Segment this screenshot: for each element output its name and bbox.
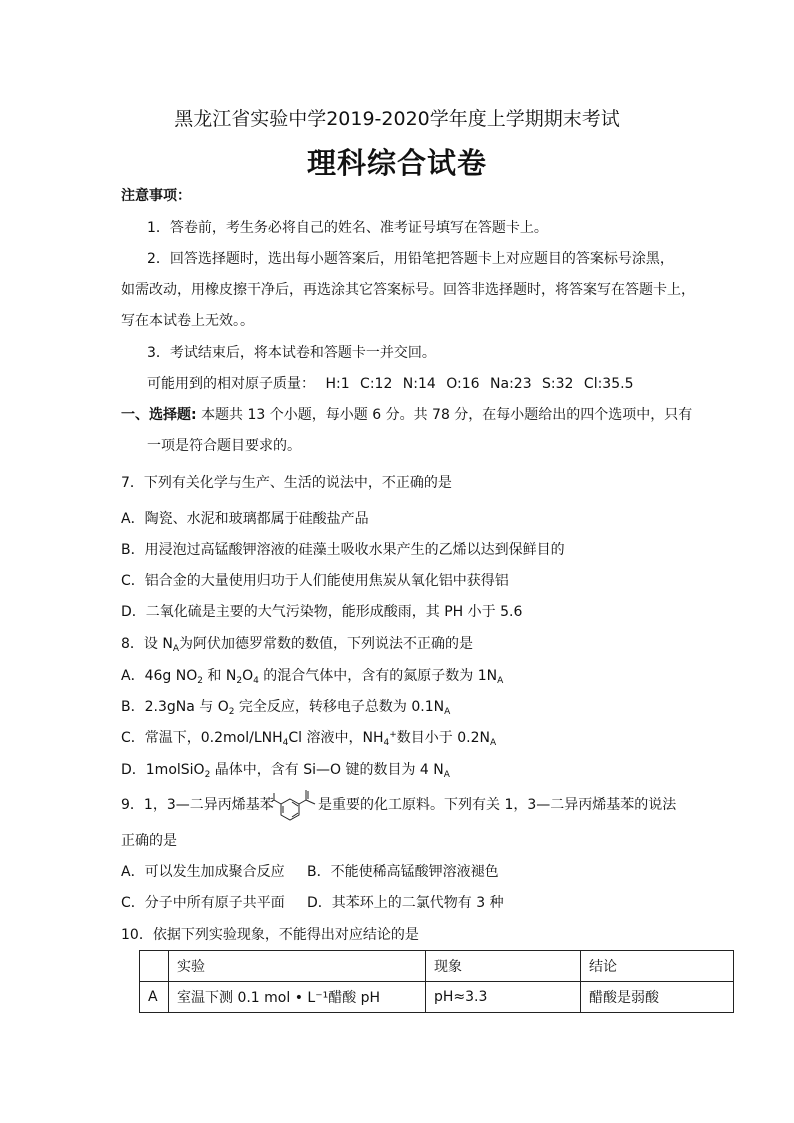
section-1-heading-line2: 一项是符合题目要求的。 (147, 438, 301, 454)
section-1-heading (121, 405, 692, 425)
experiment-table (139, 950, 734, 1013)
exam-subtitle: 理科综合试卷 (306, 146, 487, 180)
text: 的混合气体中，含有的氮原子数为 1N (258, 668, 498, 684)
table-row (140, 982, 734, 1013)
sub: 2 (204, 770, 211, 780)
substituent-bond (306, 800, 315, 804)
notice-item-2-line1: 2．回答选择题时，选出每小题答案后，用铅笔把答题卡上对应题目的答案标号涂黑， (147, 251, 674, 267)
structure-diagram (272, 784, 320, 826)
text: Cl 溶液中，NH (288, 730, 384, 746)
table-cell: 醋酸是弱酸 (581, 982, 734, 1013)
text: 完全反应，转移电子总数为 0.1N (234, 699, 445, 715)
table-header-cell (140, 951, 169, 982)
q10-stem: 10．依据下列实验现象，不能得出对应结论的是 (121, 927, 419, 943)
q9-option-d: D．其苯环上的二氯代物有 3 种 (307, 895, 504, 911)
text: 数目小于 0.2N (396, 730, 490, 746)
text: 晶体中，含有 Si—O 键的数目为 4 N (210, 762, 444, 778)
atomic-masses: 可能用到的相对原子质量： H:1 C:12 N:14 O:16 Na:23 S:32 Cl:35.5 (147, 376, 634, 392)
q9-stem-part2: 是重要的化工原料。下列有关 1，3—二异丙烯基苯的说法 (318, 797, 677, 813)
q7-option-b: B．用浸泡过高锰酸钾溶液的硅藻土吸收水果产生的乙烯以达到保鲜目的 (121, 542, 565, 558)
q8-option-b (121, 697, 450, 717)
sub: 4 (383, 738, 390, 748)
q9-option-c: C．分子中所有原子共平面 (121, 895, 285, 911)
substituent-bond (299, 800, 306, 804)
notice-heading: 注意事项： (121, 188, 191, 204)
table-header-row (140, 951, 734, 982)
table-cell: A (140, 982, 169, 1013)
q7-option-c: C．铝合金的大量使用归功于人们能使用焦炭从氧化铝中获得铝 (121, 573, 509, 589)
text: B．2.3gNa 与 O (121, 699, 229, 715)
q8-stem-sub: A (172, 644, 180, 654)
text: 和 N (202, 668, 237, 684)
q8-stem-part: 8．设 N (121, 636, 173, 652)
q7-option-d: D．二氧化硫是主要的大气污染物，能形成酸雨，其 PH 小于 5.6 (121, 604, 523, 620)
q8-option-d (121, 760, 450, 780)
text: A．46g NO (121, 668, 198, 684)
sub: 4 (253, 676, 259, 686)
notice-item-3: 3．考试结束后，将本试卷和答题卡一并交回。 (147, 345, 436, 361)
text: O (242, 668, 254, 684)
table-header-cell: 结论 (581, 951, 734, 982)
q7-option-a: A．陶瓷、水泥和玻璃都属于硅酸盐产品 (121, 511, 369, 527)
double-bond (272, 800, 274, 804)
text: C．常温下，0.2mol/LNH (121, 730, 283, 746)
sub: A (444, 707, 451, 717)
q8-stem (121, 634, 473, 654)
q9-stem-part3: 正确的是 (121, 833, 177, 849)
sub: A (497, 676, 504, 686)
sup: + (389, 730, 397, 740)
q8-stem-part: 为阿伏加德罗常数的数值，下列说法不正确的是 (179, 636, 474, 652)
q9-stem-part1: 9．1，3—二异丙烯基苯 (121, 797, 274, 813)
sub: 2 (228, 707, 235, 717)
section-1-instructions: 本题共 13 个小题，每小题 6 分。共 78 分，在每小题给出的四个选项中，只有 (201, 407, 693, 423)
q8-option-a (121, 666, 503, 686)
sub: 4 (282, 738, 289, 748)
section-1-label: 一、选择题: (121, 407, 197, 423)
benzene-ring (281, 799, 299, 820)
q9-option-a: A．可以发生加成聚合反应 (121, 864, 285, 880)
exam-title: 黑龙江省实验中学2019-2020学年度上学期期末考试 (174, 108, 620, 130)
q9-option-b: B．不能使稀高锰酸钾溶液褪色 (307, 864, 499, 880)
table-header-cell: 现象 (426, 951, 581, 982)
table-header-cell: 实验 (169, 951, 426, 982)
sub: A (443, 770, 450, 780)
notice-item-1: 1．答卷前，考生务必将自己的姓名、准考证号填写在答题卡上。 (147, 220, 548, 236)
sub: 2 (236, 676, 243, 686)
substituent-bond (274, 800, 281, 804)
sub: 2 (197, 676, 203, 686)
q7-stem: 7．下列有关化学与生产、生活的说法中，不正确的是 (121, 475, 452, 491)
q8-option-c (121, 728, 496, 748)
text: D．1molSiO (121, 762, 205, 778)
notice-item-2-line2: 如需改动，用橡皮擦干净后，再选涂其它答案标号。回答非选择题时，将答案写在答题卡上， (121, 282, 695, 298)
table-cell: 室温下测 0.1 mol • L⁻¹醋酸 pH (169, 982, 426, 1013)
notice-item-2-line3: 写在本试卷上无效。。 (121, 313, 254, 329)
sub: A (489, 738, 497, 748)
table-cell: pH≈3.3 (426, 982, 581, 1013)
